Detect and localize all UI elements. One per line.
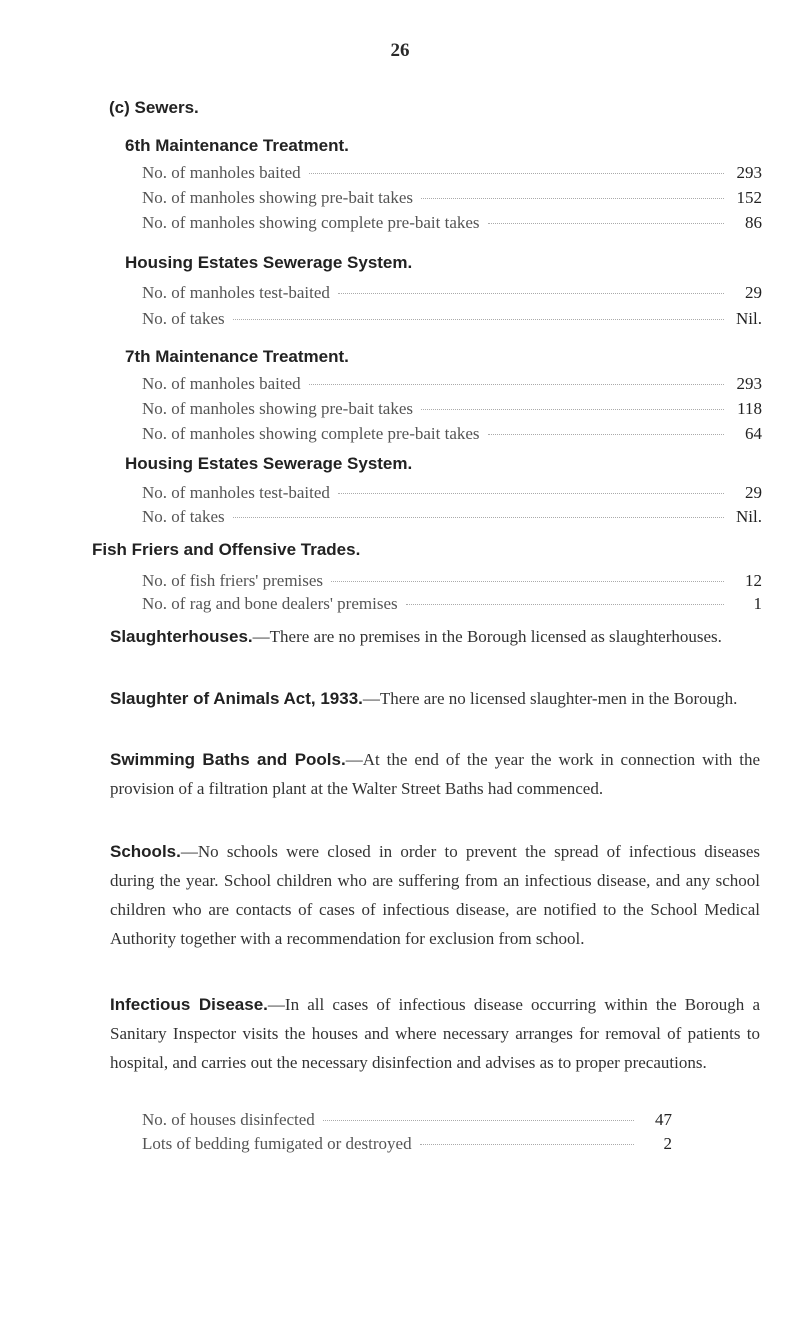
paragraph-swimming	[110, 745, 760, 803]
paragraph-lead: Infectious Disease.	[110, 995, 268, 1014]
heading-6th-maintenance: 6th Maintenance Treatment.	[125, 136, 349, 155]
list-item: No. of manholes baited 293	[142, 374, 762, 393]
list-item: No. of fish friers' premises 12	[142, 571, 762, 590]
list-item: No. of manholes showing complete pre-bait takes 64	[142, 424, 762, 443]
list-item: No. of rag and bone dealers' premises 1	[142, 594, 762, 613]
paragraph-text: —No schools were closed in order to prevent the spread of infectious diseases during the year. School children who are suffering from an infectious disease, and any school children who are contacts of cases of infectious disease, are notified to the School Medical Authority together with a recommendation for exclusion from school.	[110, 842, 760, 948]
paragraph-lead: Slaughterhouses.	[110, 627, 253, 646]
paragraph-text: —There are no premises in the Borough licensed as slaughterhouses.	[252, 627, 722, 646]
paragraph-text: —There are no licensed slaughter-men in the Borough.	[362, 689, 738, 708]
paragraph-schools	[110, 837, 760, 953]
list-item: Lots of bedding fumigated or destroyed 2	[142, 1134, 672, 1153]
list-item: No. of takes Nil.	[142, 507, 762, 526]
list-item: No. of manholes test-baited 29	[142, 483, 762, 502]
paragraph-text: —In all cases of infectious disease occurring within the Borough a Sanitary Inspector visits the houses and where necessary arranges for removal of patients to hospital, and carries out the necessary disinfection and advises as to proper precautions.	[110, 995, 760, 1072]
paragraph-lead: Swimming Baths and Pools.	[110, 750, 346, 769]
list-item: No. of manholes baited 293	[142, 163, 762, 182]
paragraph-text: —At the end of the year the work in connection with the provision of a filtration plant at the Walter Street Baths had commenced.	[110, 750, 761, 798]
list-item: No. of takes Nil.	[142, 309, 762, 328]
heading-7th-maintenance: 7th Maintenance Treatment.	[125, 347, 349, 366]
heading-housing-estates-2: Housing Estates Sewerage System.	[125, 454, 413, 473]
heading-fish-friers: Fish Friers and Offensive Trades.	[92, 540, 361, 559]
heading-housing-estates-1: Housing Estates Sewerage System.	[125, 253, 413, 272]
list-item: No. of houses disinfected 47	[142, 1110, 672, 1129]
list-item: No. of manholes showing complete pre-bait takes 86	[142, 213, 762, 232]
paragraph-slaughter-act	[110, 684, 760, 713]
list-item: No. of manholes test-baited 29	[142, 283, 762, 302]
paragraph-slaughterhouses	[110, 622, 760, 651]
paragraph-infectious	[110, 990, 760, 1077]
paragraph-lead: Slaughter of Animals Act, 1933.	[110, 689, 363, 708]
paragraph-lead: Schools.	[110, 842, 181, 861]
list-item: No. of manholes showing pre-bait takes 152	[142, 188, 762, 207]
section-heading-sewers: (c) Sewers.	[109, 98, 199, 117]
list-item: No. of manholes showing pre-bait takes 118	[142, 399, 762, 418]
page-number: 26	[390, 40, 410, 61]
